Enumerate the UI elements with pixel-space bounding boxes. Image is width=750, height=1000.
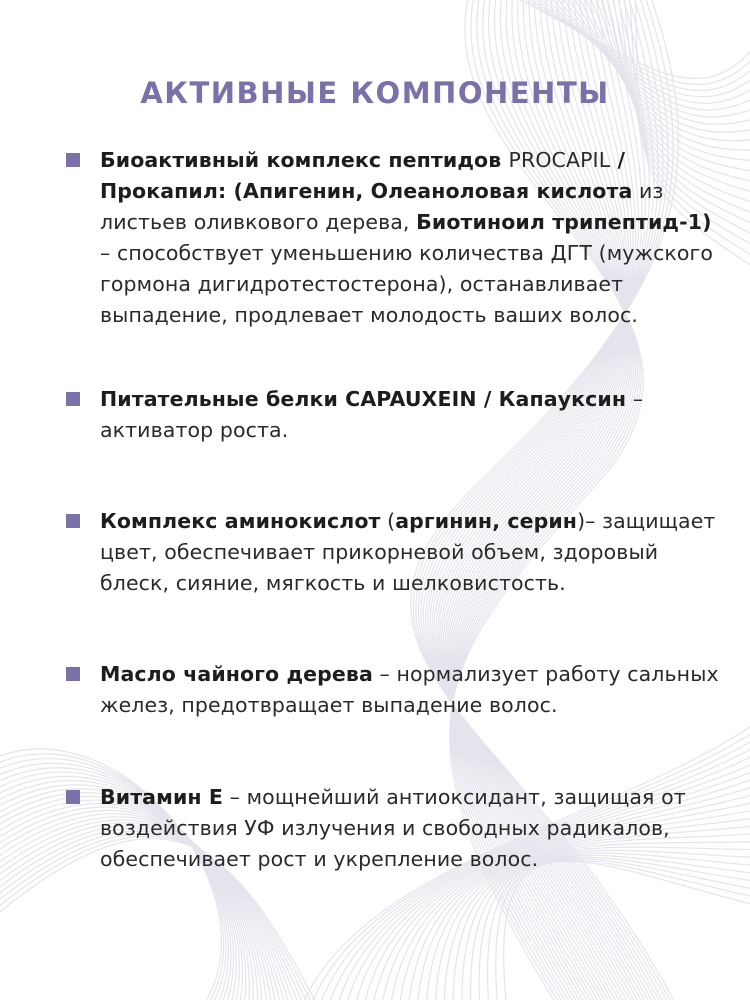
item-text: [100, 145, 726, 331]
square-bullet-icon: [66, 514, 80, 528]
item-text: [100, 659, 726, 721]
text-segment: – активатор роста.: [100, 387, 644, 442]
text-segment: (: [380, 509, 396, 533]
list-item-vitamin-e: [66, 782, 726, 875]
square-bullet-icon: [66, 667, 80, 681]
bold-segment: Биоактивный комплекс пептидов: [100, 148, 509, 172]
item-text: [100, 782, 726, 875]
item-text: [100, 384, 726, 446]
page-title: АКТИВНЫЕ КОМПОНЕНТЫ: [140, 76, 610, 111]
text-segment: PROCAPIL: [508, 148, 611, 172]
text-segment: – способствует уменьшению количества ДГТ (мужского гормона дигидротестостерона), останавливает выпадение, продлевает молодость ваших волос.: [100, 241, 714, 327]
square-bullet-icon: [66, 790, 80, 804]
text-segment: из листьев оливкового дерева,: [100, 179, 664, 234]
bold-segment: Биотиноил трипептид-1): [416, 210, 712, 234]
square-bullet-icon: [66, 392, 80, 406]
text-segment: – нормализует работу сальных желез, предотвращает выпадение волос.: [100, 662, 719, 717]
bold-segment: Витамин Е: [100, 785, 224, 809]
list-item-procapil: [66, 145, 726, 331]
list-item-capauxein: [66, 384, 726, 446]
bold-segment: Масло чайного дерева: [100, 662, 373, 686]
square-bullet-icon: [66, 153, 80, 167]
bold-segment: аргинин, серин: [395, 509, 578, 533]
bold-segment: Комплекс аминокислот: [100, 509, 381, 533]
text-segment: – мощнейший антиоксидант, защищая от воздействия УФ излучения и свободных радикалов, обеспечивает рост и укрепление волос.: [100, 785, 686, 871]
item-text: [100, 506, 726, 599]
list-item-tea-tree-oil: [66, 659, 726, 721]
text-segment: )– защищает цвет, обеспечивает прикорневой объем, здоровый блеск, сияние, мягкость и шелковистость.: [100, 509, 716, 595]
components-list: [66, 145, 726, 875]
bold-segment: /Прокапил: (Апигенин, Олеаноловая кислота: [100, 148, 633, 203]
bold-segment: Питательные белки CAPAUXEIN / Капауксин: [100, 387, 627, 411]
list-item-amino-acids: [66, 506, 726, 599]
